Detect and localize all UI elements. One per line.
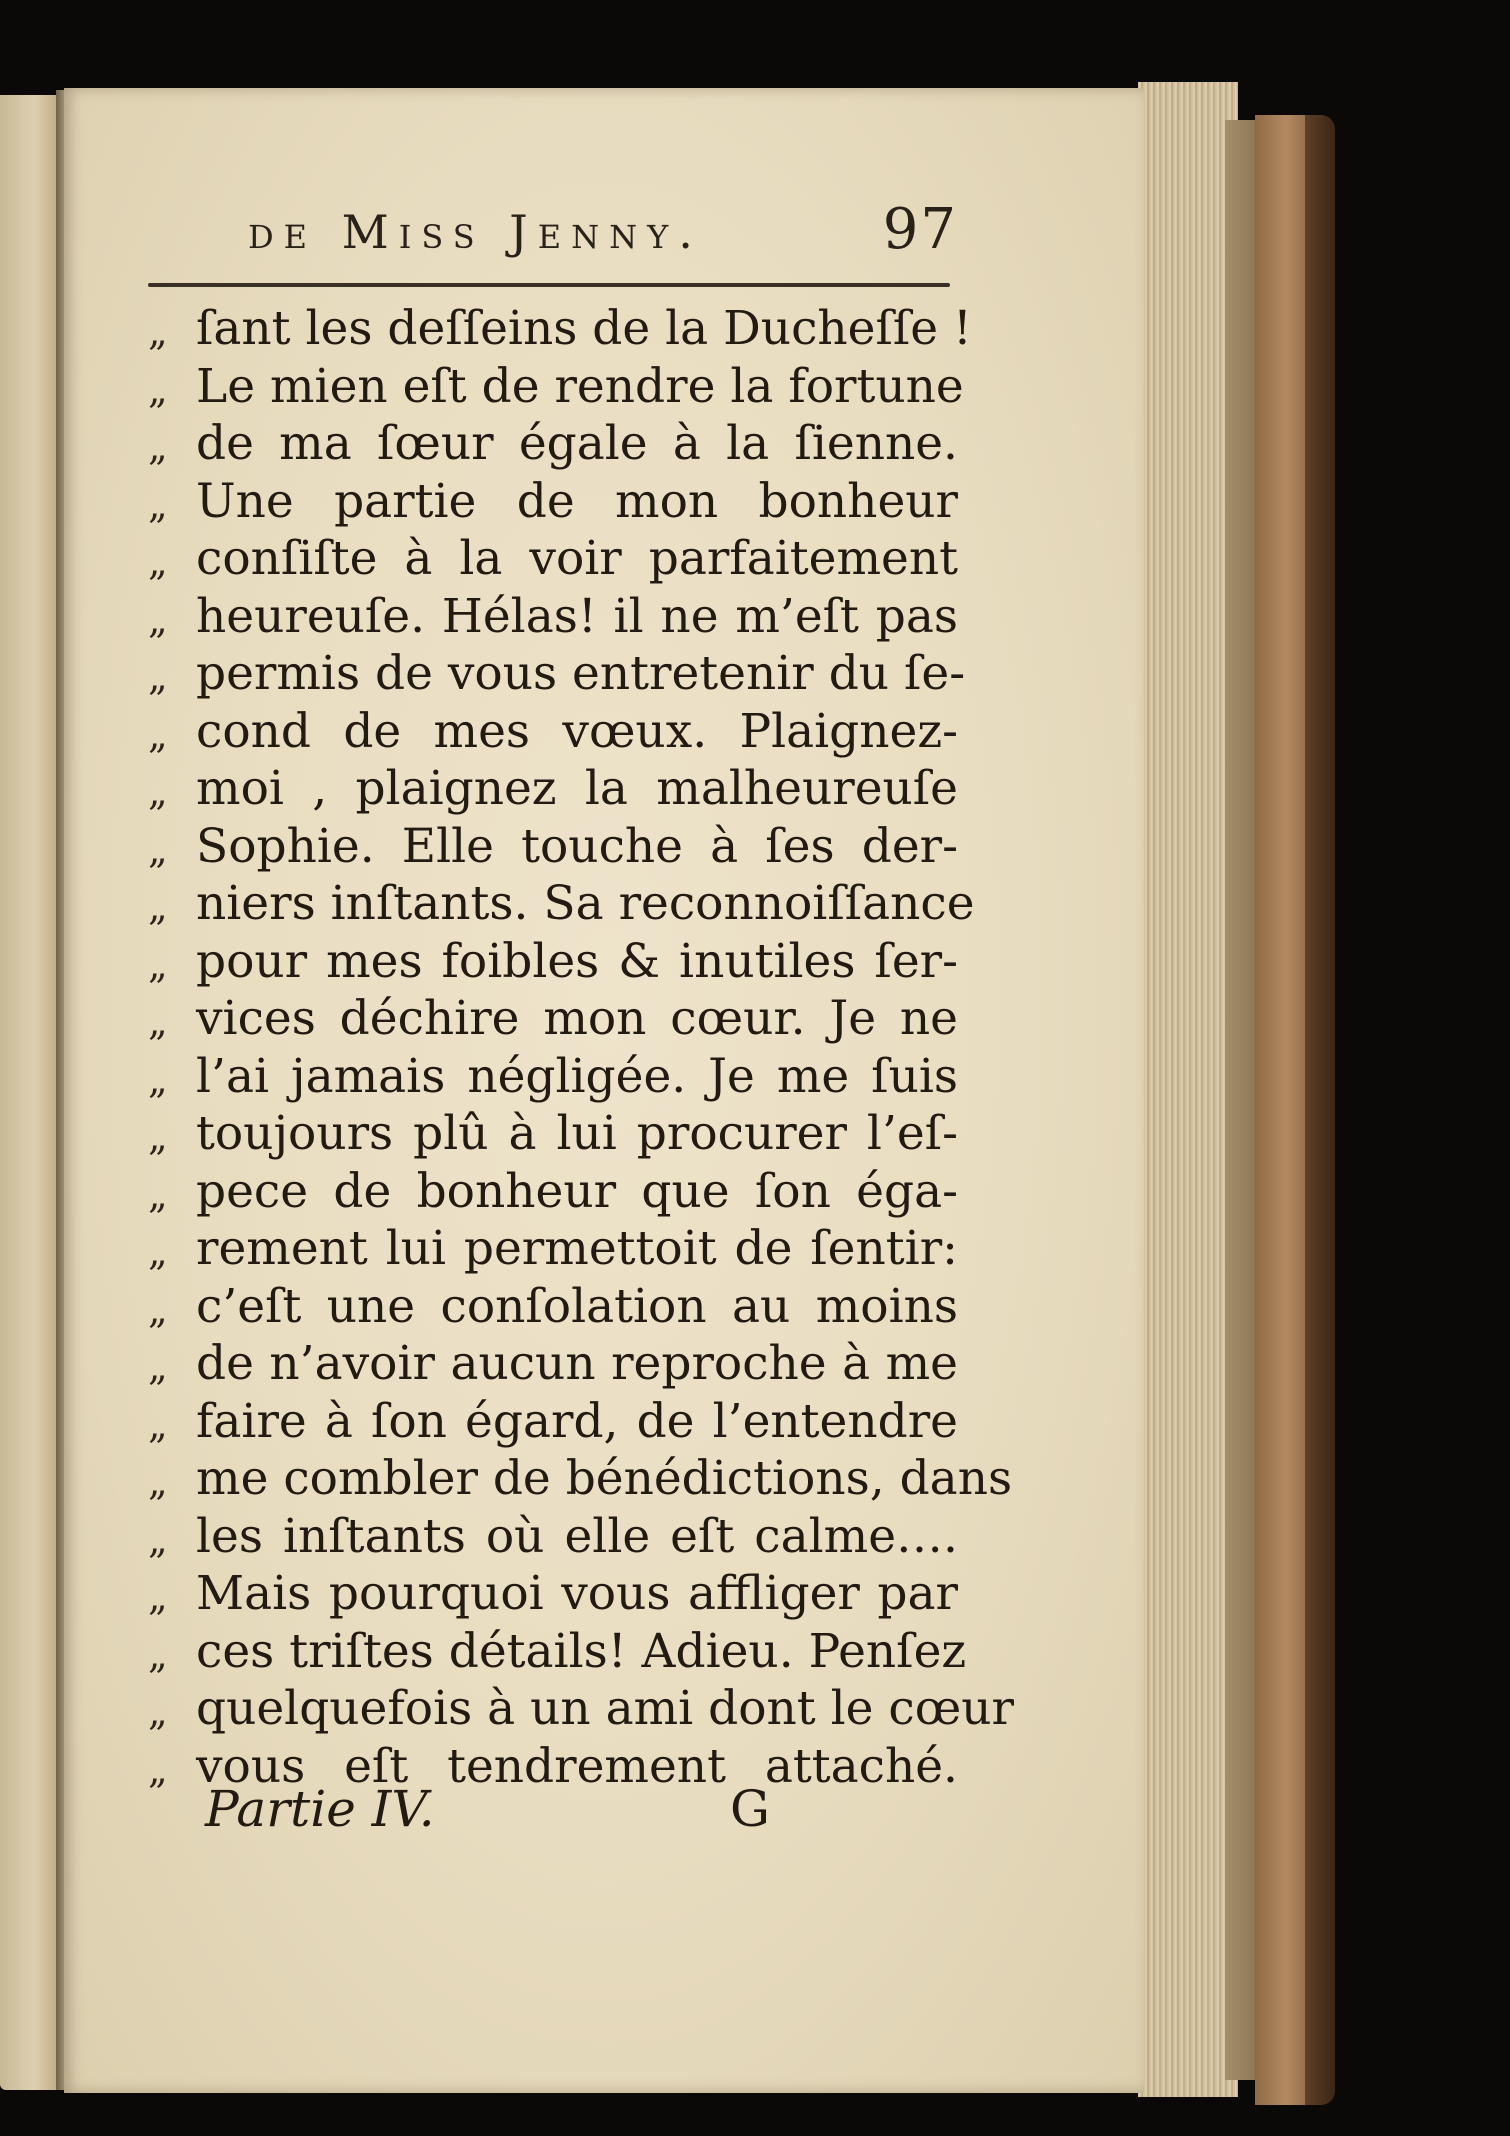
signature-part: Partie IV. [205,1780,435,1838]
quote-mark: „ [148,1115,168,1159]
running-head-title: de Miss Jenny. [248,205,703,259]
quote-mark: „ [148,1172,168,1217]
line-text: vices déchire mon cœur. Je ne [196,991,958,1046]
text-line [148,300,972,358]
line-text: l’ai jamais négligée. Je me ſuis [196,1048,958,1104]
line-text: moi , plaignez la malheureuſe [196,761,958,816]
quote-mark: „ [148,770,168,814]
page-stack-edge [1138,82,1238,2097]
line-text: conſiſte à la voir parfaitement [196,531,958,586]
line-text: ſant les deſſeins de la Ducheſſe ! [196,301,972,356]
line-text: niers inſtants. Sa reconnoiſſance [196,876,975,931]
page-number: 97 [882,197,958,262]
quote-mark: „ [148,712,168,757]
text-line [148,1220,958,1278]
line-text: pece de bonheur que ſon éga- [196,1163,958,1219]
text-line [148,1508,958,1566]
quote-mark: „ [148,885,168,929]
text-line [148,990,958,1048]
quote-mark: „ [148,1057,168,1102]
quote-mark: „ [148,1632,168,1677]
line-text: de ma ſœur égale à la ſienne. [196,416,958,471]
text-line [148,1450,1013,1508]
quote-mark: „ [148,1690,168,1734]
text-line [148,645,966,703]
quote-mark: „ [148,1230,168,1274]
text-line [148,1278,958,1336]
text-line [148,530,958,588]
book-cover-shadow [1305,115,1335,2105]
quote-mark: „ [148,655,168,699]
text-line [148,1565,958,1623]
text-line [148,1623,967,1681]
line-text: de n’avoir aucun reproche à me [196,1336,958,1391]
line-text: ces triſtes détails! Adieu. Penſez [196,1623,967,1679]
text-line [148,760,958,818]
quote-mark: „ [148,597,168,642]
line-text: faire à ſon égard, de l’entendre [196,1393,958,1449]
text-line [148,1680,1014,1738]
previous-page-edge [0,95,62,2090]
line-text: Mais pourquoi vous affliger par [196,1566,958,1621]
text-line [148,588,958,646]
quote-mark: „ [148,1000,168,1044]
line-text: Sophie. Elle touche à ſes der- [196,818,958,874]
quote-mark: „ [148,1345,168,1389]
quote-mark: „ [148,827,168,872]
quote-mark: „ [148,1460,168,1504]
line-text: les inſtants où elle eſt calme…. [196,1508,958,1564]
quote-mark: „ [148,1517,168,1562]
text-line [148,1048,958,1106]
line-text: vous eſt tendrement attaché. [196,1738,958,1794]
running-head [248,197,958,275]
quote-mark: „ [148,425,168,469]
line-text: cond de mes vœux. Plaignez- [196,703,958,759]
line-text: pour mes foibles & inutiles ſer- [196,933,958,989]
line-text: quelquefois à un ami dont le cœur [196,1681,1014,1736]
quote-mark: „ [148,1402,168,1447]
signature-line [205,1780,805,1850]
text-line [148,818,958,876]
quote-mark: „ [148,367,168,412]
text-line [148,1335,958,1393]
text-line [148,1105,958,1163]
line-text: me combler de bénédictions, dans [196,1451,1013,1506]
signature-mark: G [730,1780,770,1838]
line-text: permis de vous entretenir du ſe- [196,646,966,701]
text-line [148,1393,958,1451]
line-text: toujours plû à lui procurer l’eſ- [196,1106,958,1161]
line-text: c’eſt une conſolation au moins [196,1278,958,1334]
line-text: rement lui permettoit de ſentir: [196,1221,958,1276]
line-text: Le mien eſt de rendre la fortune [196,358,964,414]
text-line [148,703,958,761]
quote-mark: „ [148,1575,168,1619]
text-line [148,875,975,933]
head-rule [148,283,950,287]
text-line [148,473,958,531]
quote-mark: „ [148,310,168,354]
quote-mark: „ [148,942,168,987]
text-line [148,415,958,473]
text-line [148,1163,958,1221]
quote-mark: „ [148,540,168,584]
line-text: Une partie de mon bonheur [196,473,958,529]
text-line [148,358,964,416]
line-text: heureuſe. Hélas! il ne m’eſt pas [196,588,958,644]
body-text [148,300,1014,1795]
quote-mark: „ [148,1287,168,1332]
quote-mark: „ [148,1747,168,1792]
quote-mark: „ [148,482,168,527]
text-line [148,933,958,991]
